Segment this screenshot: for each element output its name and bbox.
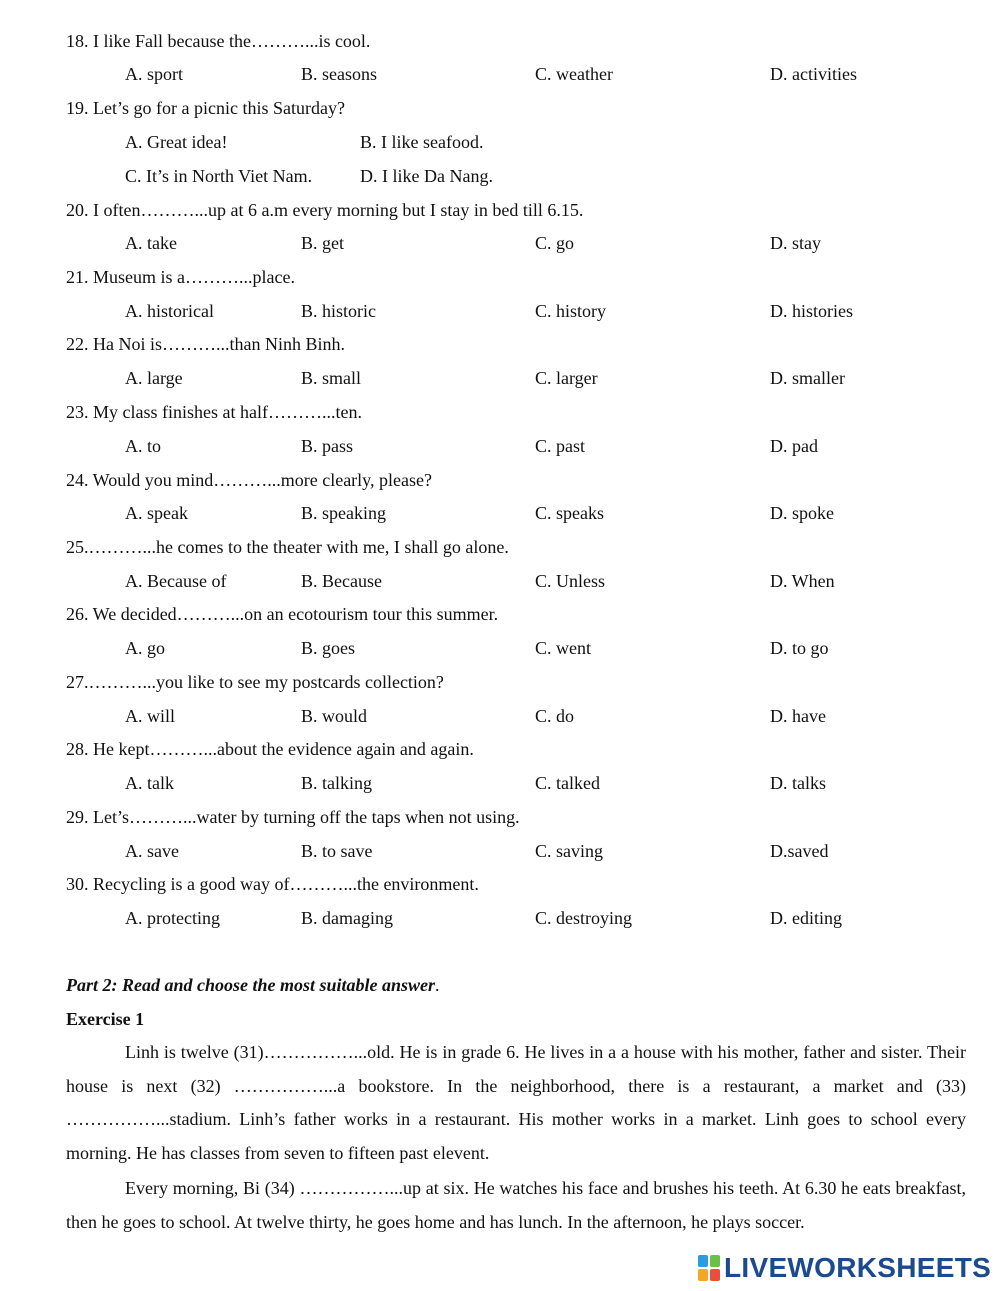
- question-22: 22. Ha Noi is………...than Ninh Binh.: [66, 334, 345, 354]
- option-c[interactable]: C. destroying: [535, 908, 632, 928]
- option-c[interactable]: C. It’s in North Viet Nam.: [125, 166, 313, 186]
- option-d[interactable]: D. When: [770, 571, 835, 591]
- option-a[interactable]: A. will: [125, 706, 176, 726]
- option-b[interactable]: B. pass: [301, 436, 354, 456]
- option-a[interactable]: A. take: [125, 233, 177, 253]
- option-d[interactable]: D. have: [770, 706, 826, 726]
- reading-paragraph-1: Linh is twelve (31)……………...old. He is in grade 6. He lives in a a house with his mother, father and sister. Their house is next (32) ……………...a bookstore. In the neighborhood, there is a restaurant, a market and (33) ……………...stadium. Linh’s father works in a restaurant. His mother works in a market. Linh goes to school every morning. He has classes from seven to fifteen past elevent.: [66, 1042, 966, 1163]
- option-a[interactable]: A. Great idea!: [125, 132, 228, 152]
- option-c[interactable]: C. saving: [535, 841, 604, 861]
- question-29: 29. Let’s………...water by turning off the taps when not using.: [66, 807, 520, 827]
- options-29: [0, 840, 1000, 862]
- option-b[interactable]: B. seasons: [301, 64, 377, 84]
- option-b[interactable]: B. to save: [301, 841, 373, 861]
- option-b[interactable]: B. historic: [301, 301, 376, 321]
- exercise-title: Exercise 1: [66, 1009, 145, 1029]
- option-a[interactable]: A. Because of: [125, 571, 227, 591]
- logo-text: LIVEWORKSHEETS: [724, 1252, 992, 1283]
- option-a[interactable]: A. save: [125, 841, 179, 861]
- option-b[interactable]: B. damaging: [301, 908, 393, 928]
- question-21: 21. Museum is a………...place.: [66, 267, 295, 287]
- option-d[interactable]: D. stay: [770, 233, 821, 253]
- option-b[interactable]: B. would: [301, 706, 368, 726]
- question-27: 27.………...you like to see my postcards collection?: [66, 672, 444, 692]
- question-19: 19. Let’s go for a picnic this Saturday?: [66, 98, 345, 118]
- option-a[interactable]: A. protecting: [125, 908, 220, 928]
- option-b[interactable]: B. I like seafood.: [360, 132, 484, 152]
- options-30: [0, 907, 1000, 929]
- option-c[interactable]: C. go: [535, 233, 575, 253]
- options-18: [0, 63, 1000, 85]
- question-28: 28. He kept………...about the evidence again and again.: [66, 739, 474, 759]
- option-c[interactable]: C. weather: [535, 64, 613, 84]
- logo-square: [710, 1269, 720, 1281]
- liveworksheets-logo-icon: [698, 1255, 720, 1281]
- option-b[interactable]: B. speaking: [301, 503, 386, 523]
- option-d[interactable]: D.saved: [770, 841, 829, 861]
- option-d[interactable]: D. smaller: [770, 368, 845, 388]
- options-21: [0, 300, 1000, 322]
- options-27: [0, 705, 1000, 727]
- question-20: 20. I often………...up at 6 a.m every morning but I stay in bed till 6.15.: [66, 200, 584, 220]
- option-d[interactable]: D. activities: [770, 64, 857, 84]
- option-b[interactable]: B. get: [301, 233, 344, 253]
- option-d[interactable]: D. pad: [770, 436, 818, 456]
- part2-heading-period: .: [435, 975, 440, 995]
- option-d[interactable]: D. spoke: [770, 503, 834, 523]
- option-d[interactable]: D. editing: [770, 908, 842, 928]
- part2-heading: [66, 974, 440, 996]
- option-a[interactable]: A. sport: [125, 64, 183, 84]
- option-a[interactable]: A. historical: [125, 301, 214, 321]
- option-a[interactable]: A. talk: [125, 773, 174, 793]
- question-18: 18. I like Fall because the………...is cool.: [66, 31, 371, 51]
- part2-heading-text: Part 2: Read and choose the most suitable answer: [66, 975, 436, 995]
- options-22: [0, 367, 1000, 389]
- option-a[interactable]: A. speak: [125, 503, 188, 523]
- question-30: 30. Recycling is a good way of………...the environment.: [66, 874, 479, 894]
- option-c[interactable]: C. larger: [535, 368, 598, 388]
- option-b[interactable]: B. talking: [301, 773, 372, 793]
- liveworksheets-logo[interactable]: [698, 1252, 991, 1284]
- option-c[interactable]: C. talked: [535, 773, 600, 793]
- question-23: 23. My class finishes at half………...ten.: [66, 402, 362, 422]
- options-28: [0, 772, 1000, 794]
- option-c[interactable]: C. Unless: [535, 571, 606, 591]
- options-20: [0, 232, 1000, 254]
- option-c[interactable]: C. went: [535, 638, 591, 658]
- option-a[interactable]: A. large: [125, 368, 183, 388]
- option-b[interactable]: B. Because: [301, 571, 382, 591]
- options-23: [0, 435, 1000, 457]
- option-d[interactable]: D. to go: [770, 638, 829, 658]
- option-d[interactable]: D. talks: [770, 773, 826, 793]
- options-19-row1: [0, 131, 1000, 153]
- option-c[interactable]: C. history: [535, 301, 607, 321]
- options-26: [0, 637, 1000, 659]
- question-26: 26. We decided………...on an ecotourism tour this summer.: [66, 604, 499, 624]
- option-b[interactable]: B. goes: [301, 638, 355, 658]
- option-a[interactable]: A. to: [125, 436, 161, 456]
- option-c[interactable]: C. past: [535, 436, 586, 456]
- options-24: [0, 502, 1000, 524]
- option-c[interactable]: C. do: [535, 706, 575, 726]
- question-24: 24. Would you mind………...more clearly, please?: [66, 470, 432, 490]
- logo-square: [710, 1255, 720, 1267]
- option-a[interactable]: A. go: [125, 638, 165, 658]
- option-c[interactable]: C. speaks: [535, 503, 604, 523]
- reading-paragraph-2: Every morning, Bi (34) ……………...up at six. He watches his face and brushes his teeth. At 6.30 he eats breakfast, then he goes to school. At twelve thirty, he goes home and has lunch. In the afternoon, he plays soccer.: [66, 1178, 966, 1232]
- option-d[interactable]: D. I like Da Nang.: [360, 166, 493, 186]
- option-d[interactable]: D. histories: [770, 301, 853, 321]
- logo-square: [698, 1269, 708, 1281]
- question-25: 25.………...he comes to the theater with me, I shall go alone.: [66, 537, 509, 557]
- options-19-row2: [0, 165, 1000, 187]
- option-b[interactable]: B. small: [301, 368, 362, 388]
- options-25: [0, 570, 1000, 592]
- logo-square: [698, 1255, 708, 1267]
